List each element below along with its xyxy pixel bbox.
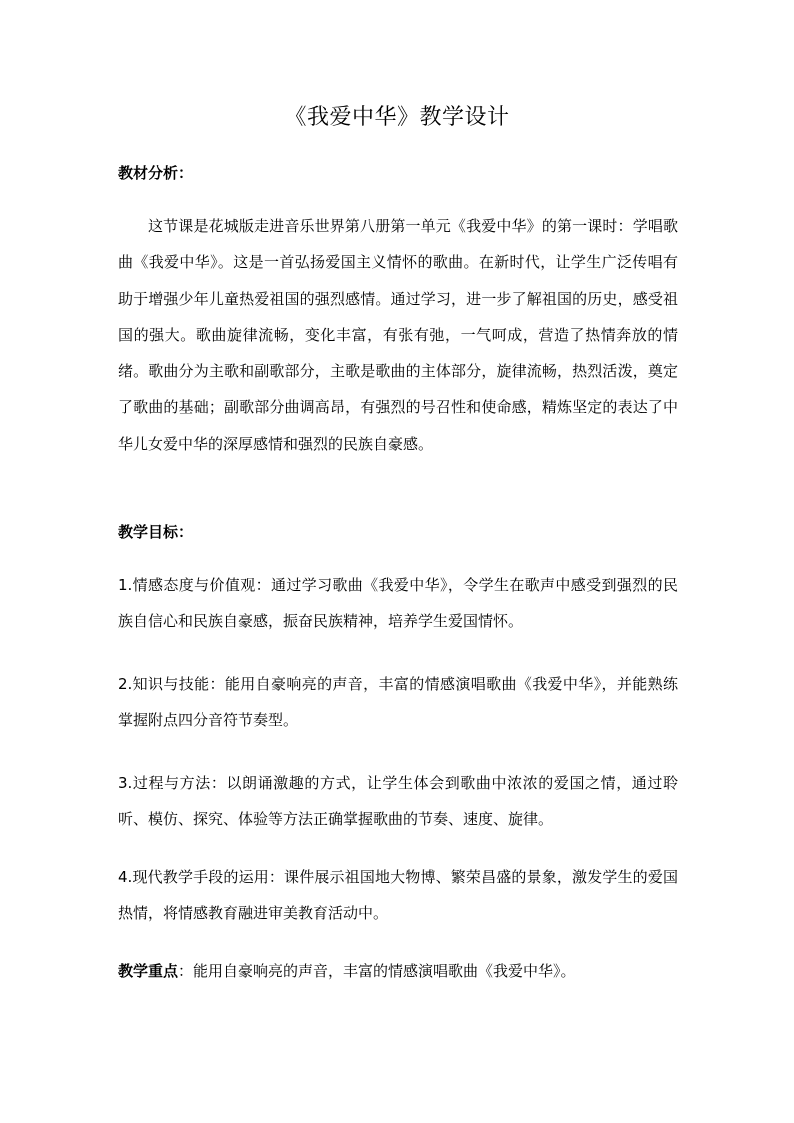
goal-item-4: 4.现代教学手段的运用：课件展示祖国地大物博、繁荣昌盛的景象，激发学生的爱国热情，将情感教育融进审美教育活动中。 [118,868,678,923]
section-heading-analysis: 教材分析： [118,164,194,182]
goal-item-1: 1.情感态度与价值观：通过学习歌曲《我爱中华》，令学生在歌声中感受到强烈的民族自信心和民族自豪感，振奋民族精神，培养学生爱国情怀。 [118,576,678,631]
key-point-label: 教学重点 [118,962,179,980]
goal-item-2: 2.知识与技能：能用自豪响亮的声音，丰富的情感演唱歌曲《我爱中华》，并能熟练掌握附点四分音符节奏型。 [118,675,678,730]
document-title: 《我爱中华》教学设计 [284,105,510,130]
key-point-text: ：能用自豪响亮的声音，丰富的情感演唱歌曲《我爱中华》。 [178,962,576,980]
analysis-paragraph: 这节课是花城版走进音乐世界第八册第一单元《我爱中华》的第一课时：学唱歌曲《我爱中华》。这是一首弘扬爱国主义情怀的歌曲。在新时代，让学生广泛传唱有助于增强少年儿童热爱祖国的强烈感情。通过学习，进一步了解祖国的历史，感受祖国的强大。歌曲旋律流畅，变化丰富，有张有弛，一气呵成，营造了热情奔放的情绪。歌曲分为主歌和副歌部分，主歌是歌曲的主体部分，旋律流畅，热烈活泼，奠定了歌曲的基础；副歌部分曲调高昂，有强烈的号召性和使命感，精炼坚定的表达了中华儿女爱中华的深厚感情和强烈的民族自豪感。 [118,217,678,453]
section-heading-goals: 教学目标： [118,523,194,541]
key-point-paragraph [118,953,678,989]
goal-item-3: 3.过程与方法：以朗诵激趣的方式，让学生体会到歌曲中浓浓的爱国之情，通过聆听、模仿、探究、体验等方法正确掌握歌曲的节奏、速度、旋律。 [118,774,678,829]
